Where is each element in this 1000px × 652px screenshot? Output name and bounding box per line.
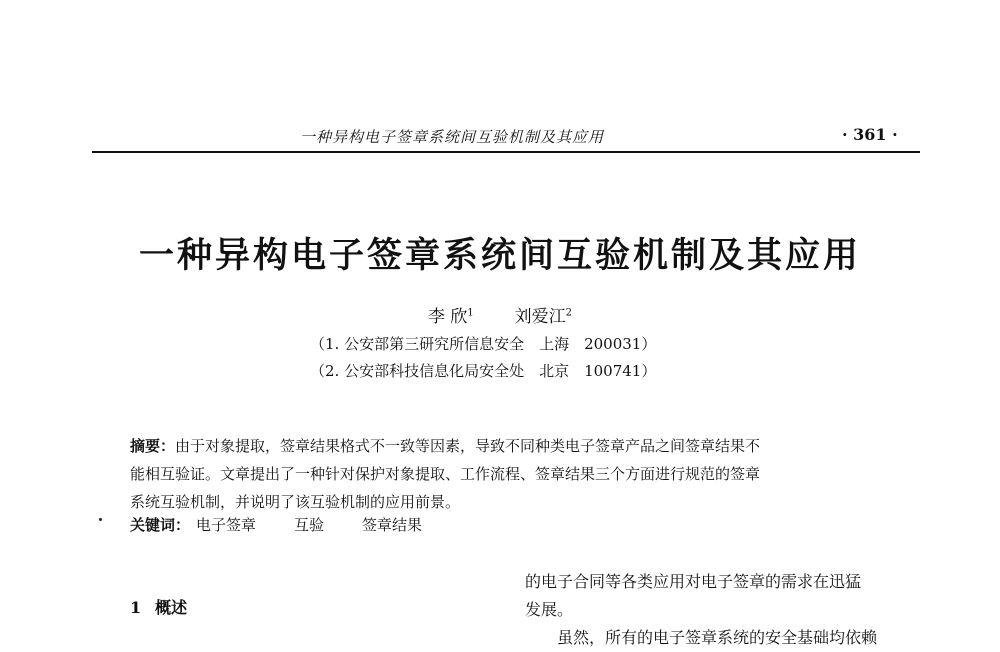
body-line: 发展。: [525, 600, 574, 619]
author-affiliation-mark: 2: [565, 307, 572, 319]
page-number: · 361 ·: [842, 125, 898, 144]
abstract-line: 系统互验机制，并说明了该互验机制的应用前景。: [130, 493, 461, 511]
author-name: 刘爱江: [514, 307, 566, 327]
running-title: 一种异构电子签章系统间互验机制及其应用: [300, 128, 605, 146]
section-title: 概述: [155, 598, 188, 617]
section-number: 1: [130, 598, 142, 617]
authors: [0, 302, 1000, 327]
keyword: 互验: [294, 516, 325, 534]
abstract-text: 由于对象提取，签章结果格式不一致等因素，导致不同种类电子签章产品之间签章结果不: [175, 437, 761, 455]
body-line: 虽然，所有的电子签章系统的安全基础均依赖: [557, 628, 878, 647]
affiliation-2: （2. 公安部科技信息化局安全处 北京 100741）: [310, 362, 657, 380]
keywords-label: 关键词：: [130, 516, 191, 534]
abstract-line: [130, 432, 910, 460]
abstract-label: 摘要：: [130, 437, 176, 455]
margin-mark: [99, 518, 102, 521]
abstract-line: 能相互验证。文章提出了一种针对保护对象提取、工作流程、签章结果三个方面进行规范的签章: [130, 465, 761, 483]
affiliation-1: （1. 公安部第三研究所信息安全 上海 200031）: [310, 335, 657, 353]
right-column-text: [525, 568, 925, 652]
body-line: 的电子合同等各类应用对电子签章的需求在迅猛: [525, 572, 862, 591]
section-heading: [130, 595, 187, 618]
keywords: [130, 514, 460, 535]
header-rule: [92, 151, 920, 153]
paper-title: 一种异构电子签章系统间互验机制及其应用: [138, 236, 861, 276]
keyword: 签章结果: [362, 516, 423, 534]
abstract: [130, 432, 910, 516]
author-name: 李 欣: [428, 307, 468, 327]
author-affiliation-mark: 1: [467, 307, 474, 319]
keyword: 电子签章: [196, 516, 257, 534]
